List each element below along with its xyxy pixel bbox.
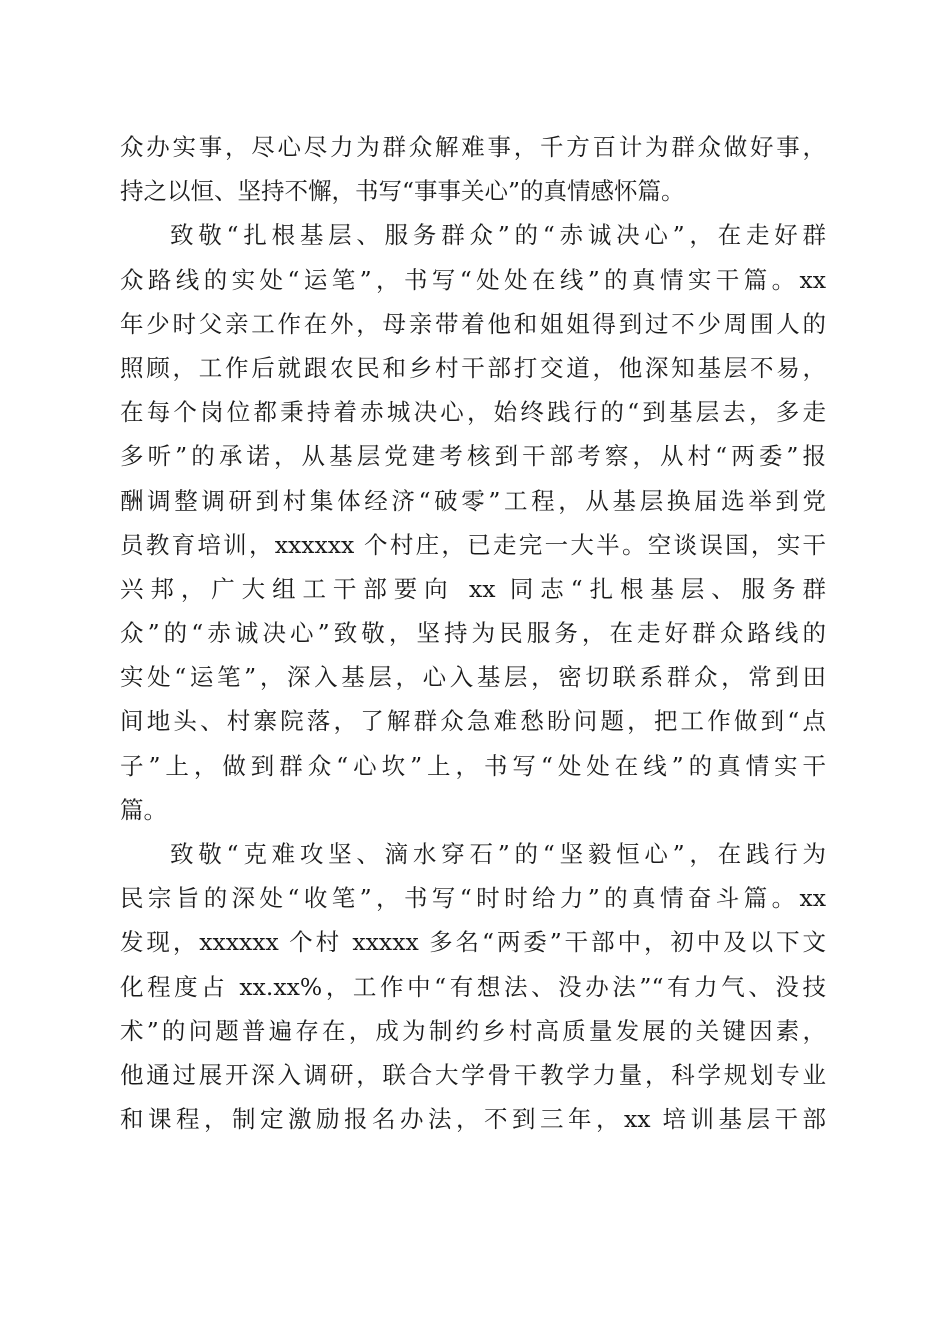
- text-line: 年少时父亲工作在外，母亲带着他和姐姐得到过不少周围人的: [120, 309, 826, 338]
- text-line: 照顾，工作后就跟农民和乡村干部打交道，他深知基层不易，: [120, 353, 826, 382]
- text-line: 员教育培训，xxxxxx 个村庄，已走完一大半。空谈误国，实干: [120, 530, 826, 559]
- text-line: 民宗旨的深处“收笔”，书写“时时给力”的真情奋斗篇。xx: [120, 884, 826, 913]
- text-line: 酬调整调研到村集体经济“破零”工程，从基层换届选举到党: [120, 486, 826, 515]
- text-line: 多听”的承诺，从基层党建考核到干部考察，从村“两委”报: [120, 442, 826, 471]
- text-line: 子”上，做到群众“心坎”上，书写“处处在线”的真情实干: [120, 751, 826, 780]
- text-line: 和课程，制定激励报名办法，不到三年，xx 培训基层干部: [120, 1105, 826, 1134]
- text-line: 在每个岗位都秉持着赤城决心，始终践行的“到基层去，多走: [120, 398, 826, 427]
- text-line: 持之以恒、坚持不懈，书写“事事关心”的真情感怀篇。: [120, 177, 685, 206]
- text-line: 致敬“扎根基层、服务群众”的“赤诚决心”，在走好群: [170, 221, 826, 250]
- text-line: 众办实事，尽心尽力为群众解难事，千方百计为群众做好事，: [120, 133, 826, 161]
- text-line: 实处“运笔”，深入基层，心入基层，密切联系群众，常到田: [120, 663, 826, 692]
- text-line: 致敬“克难攻坚、滴水穿石”的“坚毅恒心”，在践行为: [170, 840, 826, 868]
- text-line: 众路线的实处“运笔”，书写“处处在线”的真情实干篇。xx: [120, 265, 826, 294]
- text-line: 化程度占 xx.xx%，工作中“有想法、没办法”“有力气、没技: [120, 972, 826, 1001]
- text-line: 发现，xxxxxx 个村 xxxxx 多名“两委”干部中，初中及以下文: [120, 928, 826, 957]
- text-line: 篇。: [120, 795, 167, 824]
- text-line: 术”的问题普遍存在，成为制约乡村高质量发展的关键因素，: [120, 1016, 826, 1045]
- text-line: 众”的“赤诚决心”致敬，坚持为民服务，在走好群众路线的: [120, 619, 826, 648]
- text-line: 他通过展开深入调研，联合大学骨干教学力量，科学规划专业: [120, 1060, 826, 1089]
- body-text: [120, 125, 826, 1141]
- text-line: 间地头、村寨院落，了解群众急难愁盼问题，把工作做到“点: [120, 707, 826, 736]
- text-line: 兴邦，广大组工干部要向 xx 同志“扎根基层、服务群: [120, 574, 826, 603]
